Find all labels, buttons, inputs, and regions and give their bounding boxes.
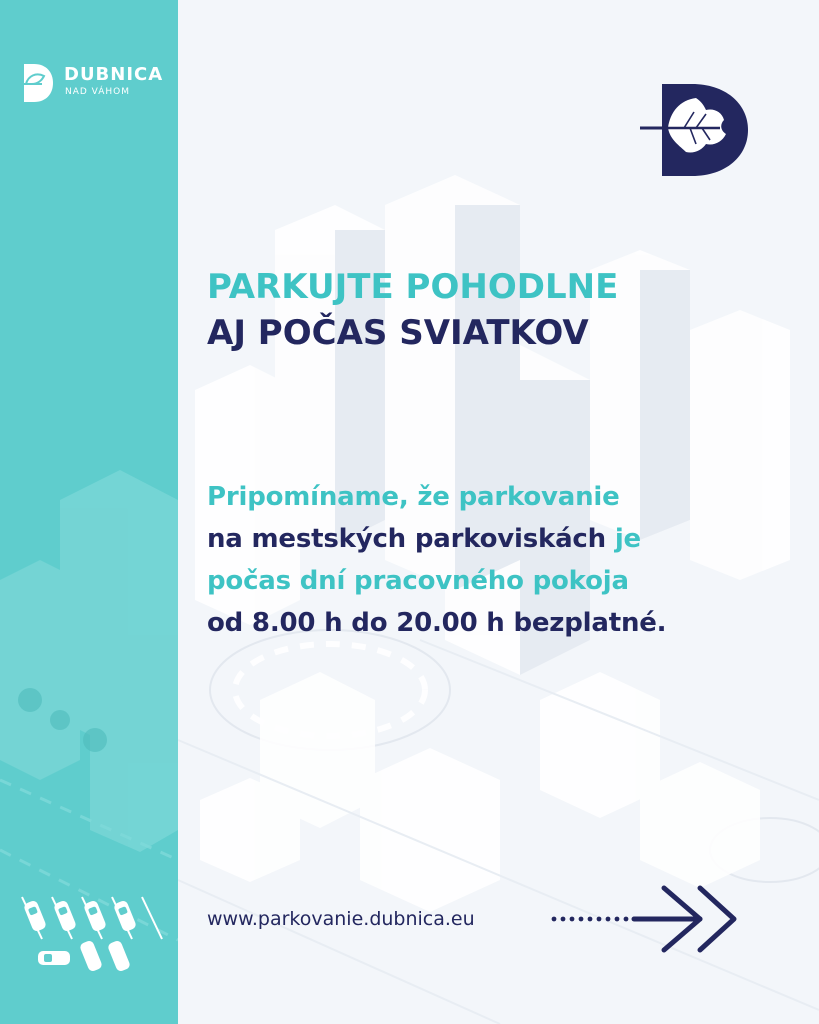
website-link[interactable]: www.parkovanie.dubnica.eu xyxy=(207,908,475,930)
announcement-line-4: od 8.00 h do 20.00 h bezplatné. xyxy=(207,608,667,638)
oak-leaf-d-logo-icon xyxy=(12,62,54,104)
double-chevron-right-icon xyxy=(550,884,740,954)
headline xyxy=(207,264,797,356)
announcement-line-2 xyxy=(207,518,807,560)
sidebar-city-illustration xyxy=(0,0,178,1024)
parked-cars-icon xyxy=(14,895,164,985)
announcement-line-3: počas dní pracovného pokoja xyxy=(207,566,629,596)
headline-line-1: PARKUJTE POHODLNE xyxy=(207,267,619,307)
brand-logo xyxy=(12,62,177,104)
oak-leaf-d-logo-icon xyxy=(640,82,752,178)
sidebar-panel xyxy=(0,0,178,1024)
announcement-text xyxy=(207,476,807,644)
brand-subtitle: NAD VÁHOM xyxy=(65,87,131,97)
headline-line-2: AJ POČAS SVIATKOV xyxy=(207,313,589,353)
announcement-line-2-part-a: na mestských parkoviskách xyxy=(207,524,606,554)
brand-name: DUBNICA xyxy=(64,64,164,85)
announcement-line-1: Pripomíname, že parkovanie xyxy=(207,482,620,512)
announcement-line-2-part-b: je xyxy=(614,524,641,554)
